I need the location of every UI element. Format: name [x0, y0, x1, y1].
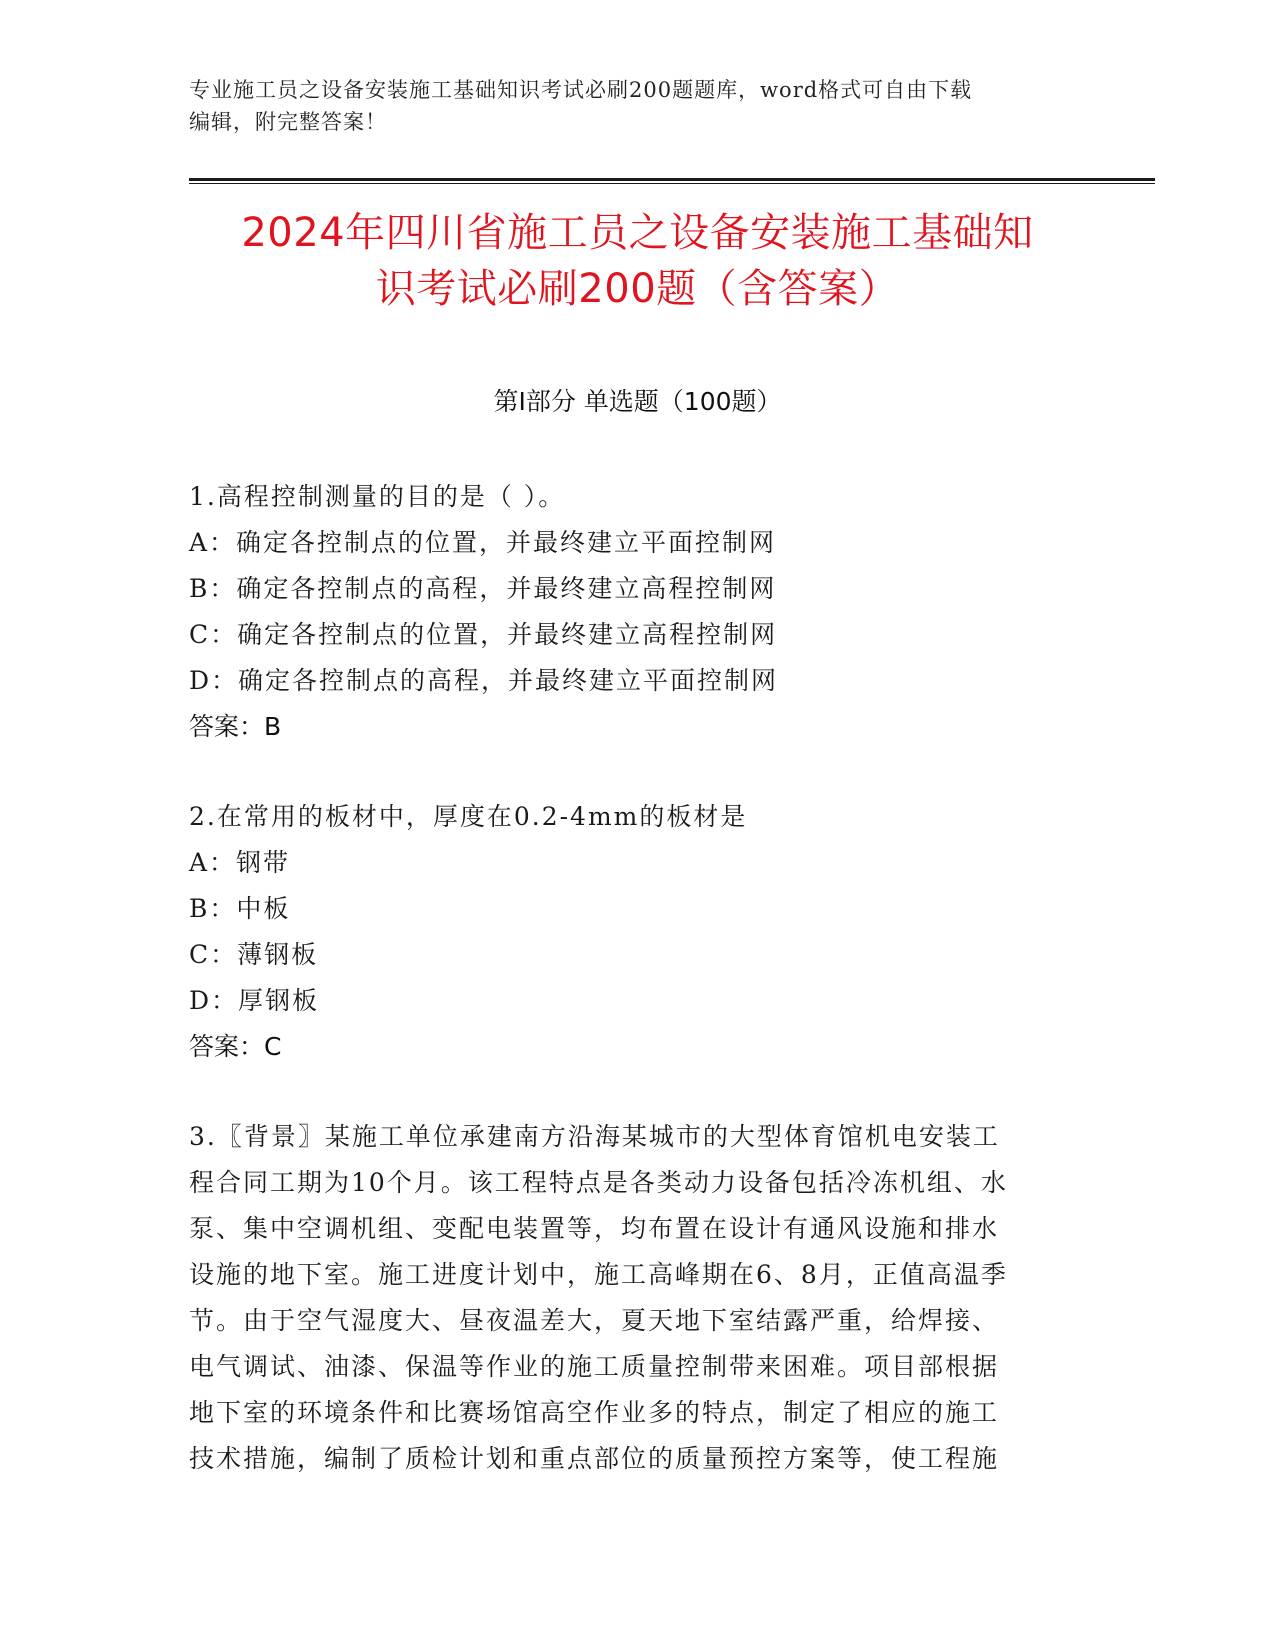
- answer-line: 答案：C: [189, 1032, 282, 1061]
- question-stem-line: 地下室的环境条件和比赛场馆高空作业多的特点，制定了相应的施工: [189, 1398, 1000, 1427]
- question-stem-line: 3.〖背景〗某施工单位承建南方沿海某城市的大型体育馆机电安装工: [189, 1122, 1000, 1151]
- document-title-line: 2024年四川省施工员之设备安装施工基础知: [241, 210, 1034, 256]
- question-stem: 1.高程控制测量的目的是（ ）。: [189, 482, 566, 511]
- question-block: [189, 794, 1089, 1070]
- option-c: C：薄钢板: [189, 940, 319, 969]
- question-stem-line: 技术措施，编制了质检计划和重点部位的质量预控方案等，使工程施: [189, 1444, 1000, 1473]
- option-c: C：确定各控制点的位置，并最终建立高程控制网: [189, 620, 778, 649]
- option-b: B：中板: [189, 894, 291, 923]
- document-title: [180, 205, 1095, 317]
- answer-line: 答案：B: [189, 712, 282, 741]
- header-note-line: 专业施工员之设备安装施工基础知识考试必刷200题题库，word格式可自由下载: [189, 78, 973, 102]
- header-divider-thick: [189, 178, 1155, 181]
- question-list: [189, 474, 1089, 1482]
- spacer: [189, 750, 1089, 794]
- question-stem-line: 电气调试、油漆、保温等作业的施工质量控制带来困难。项目部根据: [189, 1352, 1000, 1381]
- question-stem-line: 设施的地下室。施工进度计划中，施工高峰期在6、8月，正值高温季: [189, 1260, 1008, 1289]
- header-note: [189, 74, 1089, 138]
- header-divider-thin: [189, 183, 1155, 184]
- question-stem: 2.在常用的板材中，厚度在0.2-4mm的板材是: [189, 802, 748, 831]
- option-b: B：确定各控制点的高程，并最终建立高程控制网: [189, 574, 777, 603]
- spacer: [189, 1070, 1089, 1114]
- question-stem-line: 泵、集中空调机组、变配电装置等，均布置在设计有通风设施和排水: [189, 1214, 1000, 1243]
- option-a: A：确定各控制点的位置，并最终建立平面控制网: [189, 528, 777, 557]
- question-block: [189, 474, 1089, 750]
- question-stem-line: 程合同工期为10个月。该工程特点是各类动力设备包括冷冻机组、水: [189, 1168, 1008, 1197]
- document-title-line: 识考试必刷200题（含答案）: [375, 266, 900, 312]
- option-d: D：厚钢板: [189, 986, 320, 1015]
- option-a: A：钢带: [189, 848, 291, 877]
- section-heading: 第Ⅰ部分 单选题（100题）: [493, 387, 782, 416]
- question-stem-line: 节。由于空气湿度大、昼夜温差大，夏天地下室结露严重，给焊接、: [189, 1306, 1000, 1335]
- header-note-line: 编辑，附完整答案！: [189, 110, 387, 134]
- question-block: [189, 1114, 1089, 1482]
- option-d: D：确定各控制点的高程，并最终建立平面控制网: [189, 666, 779, 695]
